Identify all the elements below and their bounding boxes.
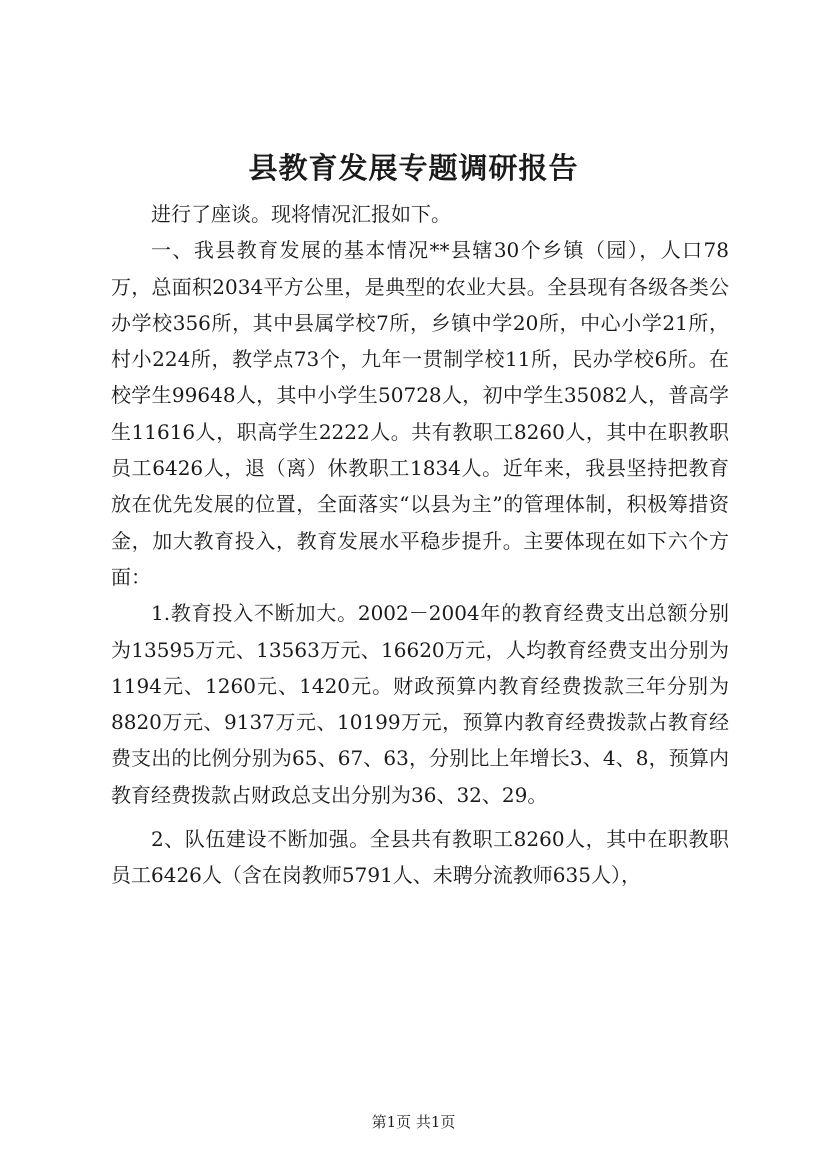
page-footer: 第1页 共1页 (371, 1113, 456, 1131)
document-title: 县教育发展专题调研报告 (248, 151, 579, 185)
document-body (111, 196, 729, 894)
paragraph-intro: 进行了座谈。现将情况汇报如下。 (151, 202, 451, 226)
paragraph-basic-situation: 一、我县教育发展的基本情况**县辖30个乡镇（园），人口78万，总面积2034平方公里，是典型的农业大县。全县现有各级各类公办学校356所，其中县属学校7所，乡镇中学20所，中心小学21所，村小224所，教学点73个，九年一贯制学校11所，民办学校6所。在校学生99648人，其中小学生50728人，初中学生35082人，普高学生11616人，职高学生2222人。共有教职工8260人，其中在职教职员工6426人，退（离）休教职工1834人。近年来，我县坚持把教育放在优先发展的位置，全面落实“以县为主”的管理体制，积极筹措资金，加大教育投入，教育发展水平稳步提升。主要体现在如下六个方面： (111, 238, 729, 589)
paragraph-education-investment: 1.教育投入不断加大。2002－2004年的教育经费支出总额分别为13595万元、13563万元、16620万元，人均教育经费支出分别为1194元、1260元、1420元。财政预算内教育经费拨款三年分别为8820万元、9137万元、10199万元，预算内教育经费拨款占教育经费支出的比例分别为65、67、63，分别比上年增长3、4、8，预算内教育经费拨款占财政总支出分别为36、32、29。 (111, 601, 729, 807)
paragraph-staff-building: 2、队伍建设不断加强。全县共有教职工8260人，其中在职教职员工6426人（含在岗教师5791人、未聘分流教师635人）， (111, 827, 729, 888)
